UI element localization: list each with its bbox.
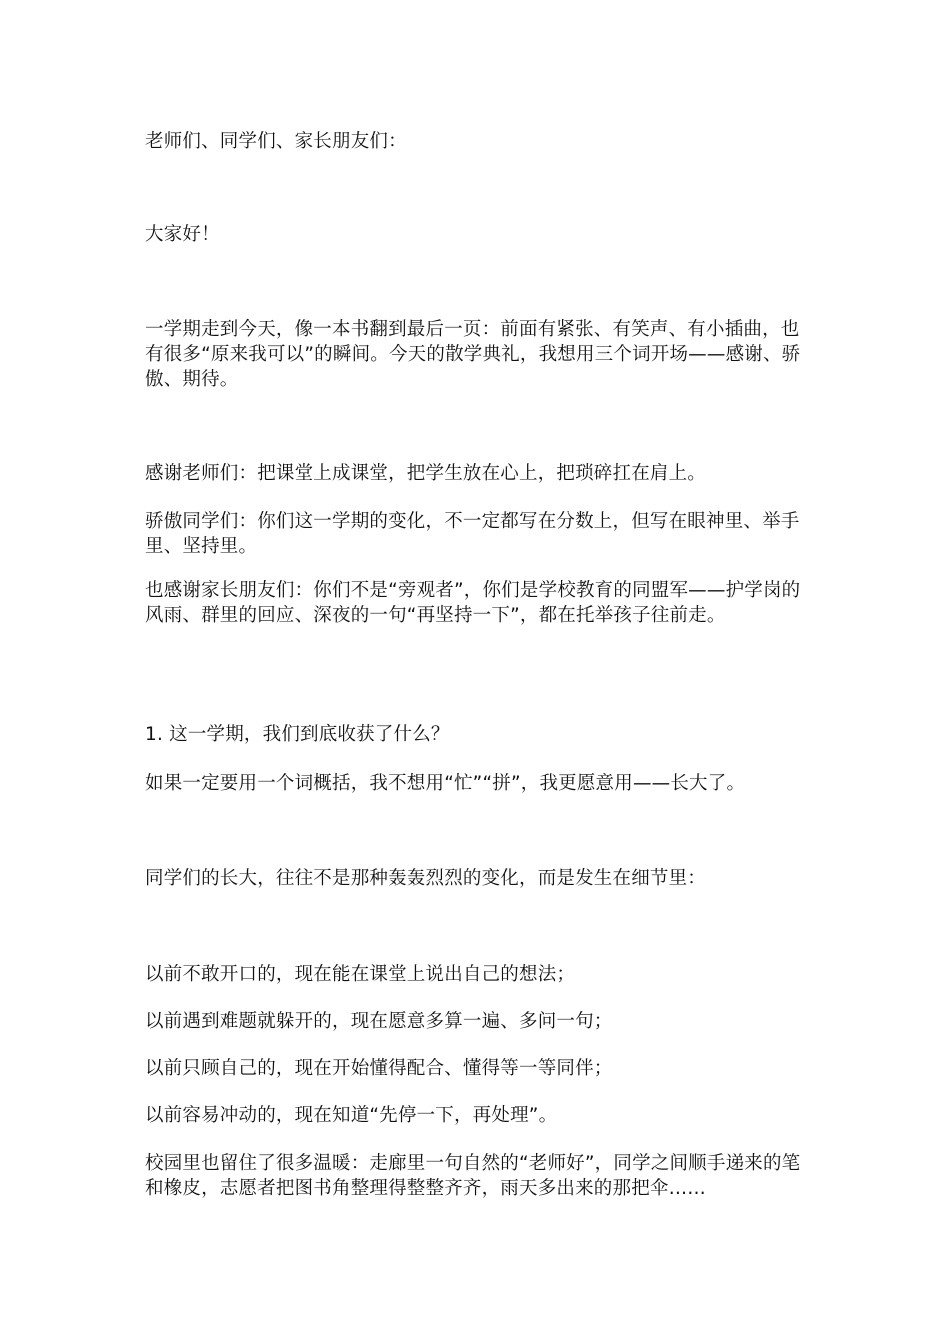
section-heading: 1. 这一学期，我们到底收获了什么？ (145, 724, 450, 745)
growth-item-1: 以前不敢开口的，现在能在课堂上说出自己的想法； (145, 964, 576, 985)
salutation: 老师们、同学们、家长朋友们： (145, 131, 407, 152)
summary-paragraph: 如果一定要用一个词概括，我不想用“忙”“拼”，我更愿意用——长大了。 (145, 773, 746, 794)
greeting: 大家好！ (145, 224, 220, 245)
opening-paragraph: 一学期走到今天，像一本书翻到最后一页：前面有紧张、有笑声、有小插曲，也有很多“原来我可以”的瞬间。今天的散学典礼，我想用三个词开场——感谢、骄傲、期待。 (145, 319, 801, 390)
growth-intro-paragraph: 同学们的长大，往往不是那种轰轰烈烈的变化，而是发生在细节里： (145, 868, 707, 889)
growth-item-3: 以前只顾自己的，现在开始懂得配合、懂得等一等同伴； (145, 1058, 613, 1079)
growth-item-4: 以前容易冲动的，现在知道“先停一下，再处理”。 (145, 1105, 558, 1126)
thanks-parents-paragraph: 也感谢家长朋友们：你们不是“旁观者”，你们是学校教育的同盟军——护学岗的风雨、群里的回应、深夜的一句“再坚持一下”，都在托举孩子往前走。 (145, 580, 801, 626)
growth-item-2: 以前遇到难题就躲开的，现在愿意多算一遍、多问一句； (145, 1011, 613, 1032)
thanks-teachers-paragraph: 感谢老师们：把课堂上成课堂，把学生放在心上，把琐碎扛在肩上。 (145, 463, 707, 484)
proud-students-paragraph: 骄傲同学们：你们这一学期的变化，不一定都写在分数上，但写在眼神里、举手里、坚持里。 (145, 511, 800, 557)
warmth-paragraph: 校园里也留住了很多温暖：走廊里一句自然的“老师好”，同学之间顺手递来的笔和橡皮，志愿者把图书角整理得整整齐齐，雨天多出来的那把伞…… (145, 1153, 801, 1199)
